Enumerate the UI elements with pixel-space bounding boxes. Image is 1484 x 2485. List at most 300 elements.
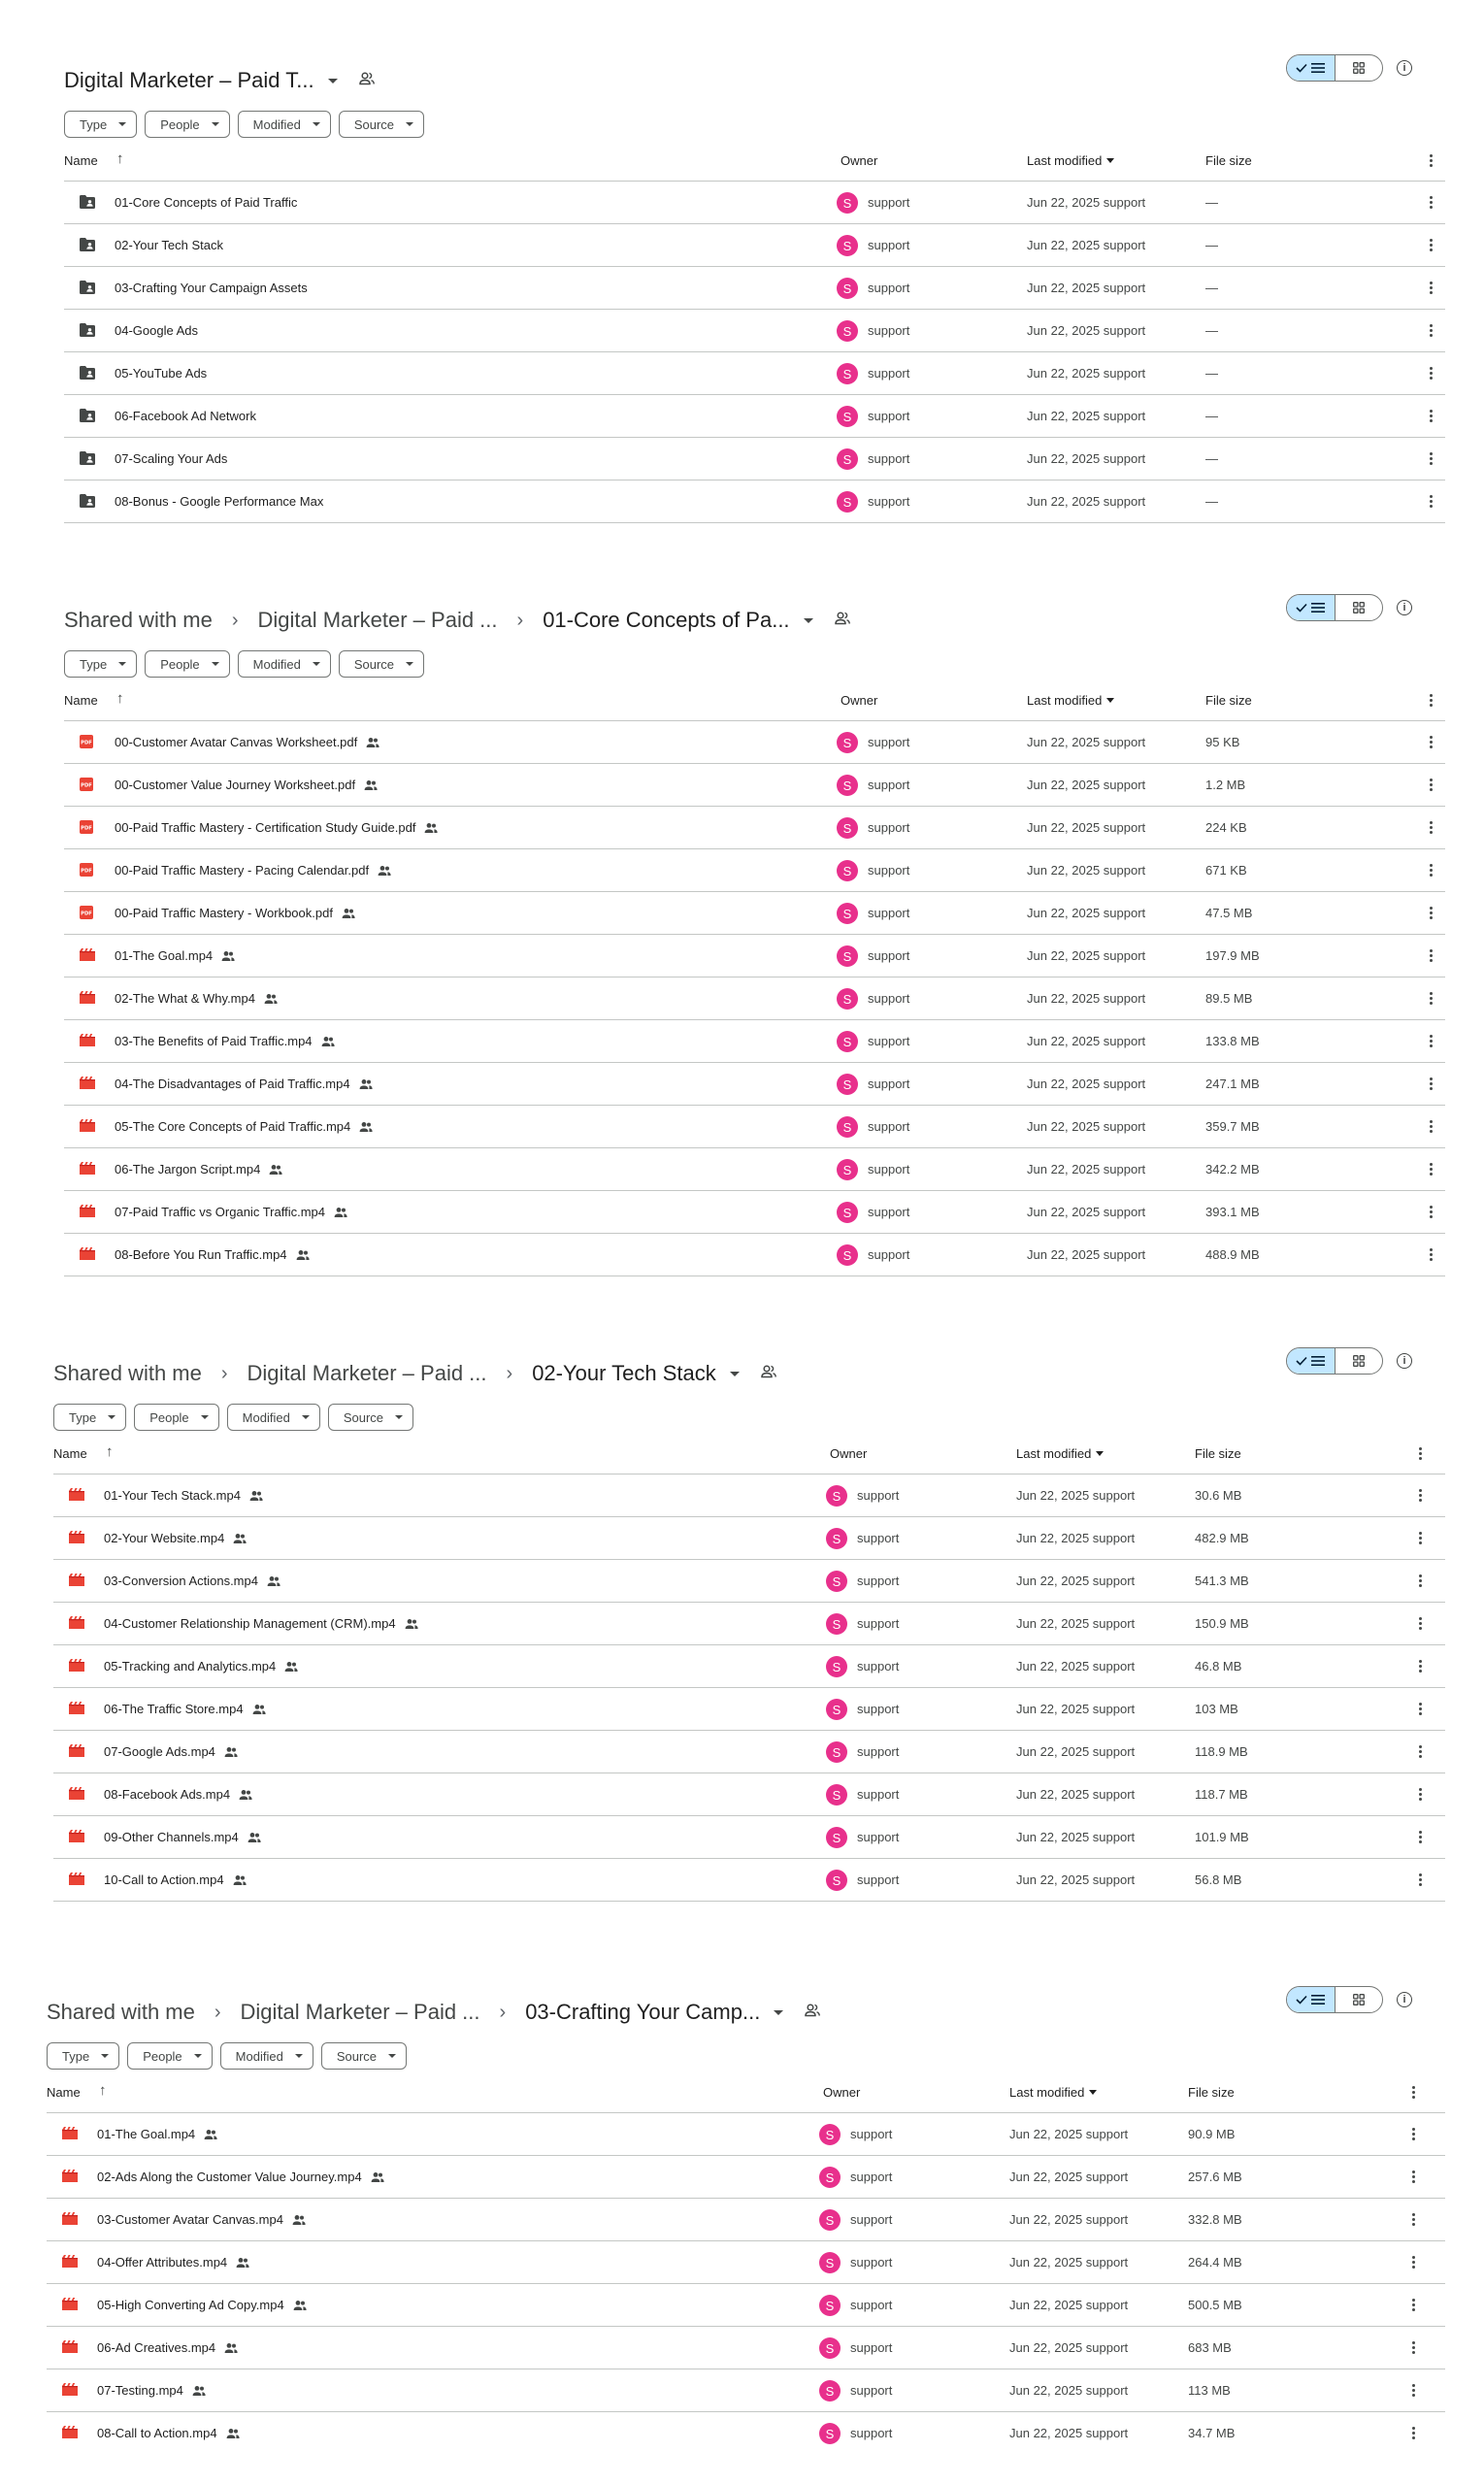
filter-chip-people[interactable] — [145, 111, 229, 138]
panel-header — [64, 594, 1445, 648]
folder-menu-caret-icon[interactable] — [328, 79, 338, 83]
file-name[interactable] — [115, 323, 198, 338]
column-file-size[interactable]: File size — [1188, 2085, 1235, 2100]
file-row[interactable] — [53, 1517, 1445, 1560]
check-icon — [1296, 63, 1307, 73]
file-row[interactable] — [64, 310, 1445, 352]
file-name[interactable] — [104, 1574, 280, 1588]
file-row[interactable] — [64, 1191, 1445, 1234]
more-actions-icon[interactable] — [1412, 2256, 1415, 2269]
chevron-down-icon — [101, 2054, 109, 2058]
filter-chip-type[interactable] — [53, 1404, 126, 1431]
info-icon[interactable]: i — [1397, 1353, 1412, 1369]
current-folder-title[interactable]: 02-Your Tech Stack — [532, 1361, 716, 1385]
filter-chip-people[interactable] — [127, 2042, 212, 2070]
owner-name: support — [868, 735, 910, 749]
column-name[interactable]: Name — [53, 1446, 87, 1461]
column-last-modified[interactable] — [1027, 153, 1114, 168]
file-row[interactable] — [64, 352, 1445, 395]
file-row[interactable] — [64, 1234, 1445, 1276]
chevron-down-icon — [212, 122, 219, 126]
video-file-icon — [62, 2127, 78, 2140]
current-folder-title[interactable]: 03-Crafting Your Camp... — [525, 2000, 761, 2024]
file-row[interactable] — [47, 2412, 1445, 2454]
folder-menu-caret-icon[interactable] — [804, 618, 813, 623]
folder-menu-caret-icon[interactable] — [730, 1372, 740, 1376]
file-name[interactable] — [104, 1787, 252, 1802]
file-name-text: 08-Before You Run Traffic.mp4 — [115, 1247, 287, 1262]
file-row[interactable] — [53, 1560, 1445, 1603]
current-folder-title[interactable]: 01-Core Concepts of Pa... — [543, 608, 790, 632]
chevron-right-icon: › — [516, 609, 524, 631]
folder-panel — [47, 1986, 1445, 2455]
file-row[interactable] — [47, 2369, 1445, 2412]
file-name-text: 07-Google Ads.mp4 — [104, 1744, 215, 1759]
list-view-button[interactable] — [1287, 1348, 1336, 1374]
file-name[interactable] — [97, 2212, 306, 2227]
filter-chip-label: Modified — [242, 1409, 290, 1425]
file-name[interactable] — [115, 195, 297, 210]
avatar: S — [837, 988, 858, 1010]
avatar: S — [826, 1699, 847, 1720]
more-actions-icon[interactable] — [1430, 864, 1433, 877]
column-file-size[interactable]: File size — [1205, 153, 1252, 168]
owner-name: support — [868, 366, 910, 381]
more-actions-icon[interactable] — [1430, 452, 1433, 465]
file-name[interactable] — [115, 778, 378, 792]
owner-name: support — [868, 195, 910, 210]
file-name[interactable] — [97, 2255, 249, 2270]
filter-chip-type[interactable] — [64, 111, 137, 138]
more-actions-icon[interactable] — [1412, 2384, 1415, 2397]
file-name[interactable] — [104, 1744, 238, 1759]
video-file-icon — [80, 1119, 95, 1133]
last-modified: Jun 22, 2025 support — [1016, 1659, 1136, 1673]
file-name[interactable] — [115, 820, 438, 835]
more-actions-icon[interactable] — [1419, 1532, 1422, 1544]
filter-chip-type[interactable] — [47, 2042, 119, 2070]
file-row[interactable] — [53, 1603, 1445, 1645]
view-toggle[interactable] — [1286, 1986, 1383, 2013]
column-last-modified[interactable] — [1027, 693, 1114, 708]
owner-name: support — [868, 1077, 910, 1091]
more-actions-icon[interactable] — [1430, 1120, 1433, 1133]
last-modified: Jun 22, 2025 support — [1009, 2127, 1129, 2141]
last-modified: Jun 22, 2025 support — [1016, 1744, 1136, 1759]
shared-people-icon — [267, 1575, 280, 1587]
breadcrumb-item[interactable]: Digital Marketer – Paid ... — [257, 608, 498, 632]
info-icon[interactable]: i — [1397, 1992, 1412, 2007]
more-actions-icon[interactable] — [1419, 1703, 1422, 1715]
list-view-button[interactable] — [1287, 1987, 1336, 2012]
file-row[interactable] — [64, 1106, 1445, 1148]
file-size: 488.9 MB — [1205, 1247, 1260, 1262]
owner-name: support — [850, 2383, 893, 2398]
file-name[interactable] — [97, 2426, 240, 2440]
check-icon — [1296, 1356, 1307, 1366]
view-toggle[interactable] — [1286, 54, 1383, 82]
file-row[interactable] — [53, 1731, 1445, 1773]
video-file-icon — [62, 2340, 78, 2354]
more-actions-icon[interactable] — [1430, 1163, 1433, 1176]
shared-people-icon — [284, 1661, 298, 1673]
last-modified: Jun 22, 2025 support — [1027, 366, 1146, 381]
column-owner[interactable]: Owner — [823, 2085, 861, 2100]
more-actions-icon[interactable] — [1430, 196, 1433, 209]
owner-name: support — [850, 2127, 893, 2141]
file-row[interactable] — [47, 2113, 1445, 2156]
file-name[interactable] — [115, 451, 227, 466]
file-row[interactable] — [47, 2284, 1445, 2327]
chevron-down-icon — [118, 122, 126, 126]
file-name-text: 00-Paid Traffic Mastery - Certification Study Guide.pdf — [115, 820, 416, 835]
file-size: 113 MB — [1188, 2383, 1231, 2398]
shared-people-icon — [405, 1618, 418, 1630]
last-modified: Jun 22, 2025 support — [1009, 2212, 1129, 2227]
file-name[interactable] — [104, 1702, 266, 1716]
file-name-text: 06-The Traffic Store.mp4 — [104, 1702, 244, 1716]
more-actions-icon[interactable] — [1430, 736, 1433, 748]
column-file-size[interactable]: File size — [1195, 1446, 1241, 1461]
column-owner[interactable]: Owner — [830, 1446, 868, 1461]
filter-chip-label: Source — [353, 116, 395, 132]
file-row[interactable] — [64, 1148, 1445, 1191]
file-name-text: 07-Scaling Your Ads — [115, 451, 228, 466]
sort-ascending-icon[interactable]: ↑ — [106, 1443, 114, 1460]
info-icon[interactable]: i — [1397, 60, 1412, 76]
more-actions-icon[interactable] — [1419, 1788, 1422, 1801]
breadcrumb-item[interactable]: Shared with me — [53, 1361, 202, 1385]
more-actions-icon[interactable] — [1412, 2341, 1415, 2354]
file-name[interactable] — [104, 1488, 263, 1503]
last-modified: Jun 22, 2025 support — [1027, 1162, 1146, 1176]
file-name[interactable] — [104, 1830, 261, 1844]
more-actions-icon[interactable] — [1419, 1873, 1422, 1886]
column-name[interactable]: Name — [64, 693, 98, 708]
file-row[interactable] — [64, 1063, 1445, 1106]
filter-chip-label: Source — [336, 2048, 378, 2064]
file-row[interactable] — [64, 935, 1445, 977]
more-actions-icon[interactable] — [1412, 2213, 1415, 2226]
shared-people-icon — [293, 2300, 307, 2311]
more-actions-icon[interactable] — [1419, 1660, 1422, 1673]
shared-people-icon — [224, 2342, 238, 2354]
file-name[interactable] — [115, 366, 207, 381]
file-row[interactable] — [64, 438, 1445, 480]
file-row[interactable] — [64, 807, 1445, 849]
grid-view-button[interactable] — [1336, 55, 1383, 81]
file-name[interactable] — [115, 1119, 373, 1134]
sort-ascending-icon[interactable]: ↑ — [116, 690, 124, 707]
more-actions-icon[interactable] — [1419, 1489, 1422, 1502]
filter-chip-type[interactable] — [64, 650, 137, 678]
file-name[interactable] — [115, 494, 323, 509]
list-view-button[interactable] — [1287, 55, 1336, 81]
column-owner[interactable]: Owner — [841, 693, 878, 708]
file-size: 30.6 MB — [1195, 1488, 1242, 1503]
file-row[interactable] — [64, 395, 1445, 438]
file-name-text: 03-Crafting Your Campaign Assets — [115, 281, 308, 295]
owner-name: support — [868, 1247, 910, 1262]
folder-shared-icon — [80, 323, 95, 337]
grid-view-button[interactable] — [1336, 595, 1383, 620]
more-actions-icon[interactable] — [1412, 2299, 1415, 2311]
svg-text:PDF: PDF — [81, 868, 92, 875]
breadcrumb — [47, 2000, 822, 2025]
shared-people-icon — [371, 2171, 384, 2183]
file-size: 247.1 MB — [1205, 1077, 1260, 1091]
shared-people-icon — [233, 1874, 247, 1886]
chevron-down-icon — [201, 1415, 209, 1419]
breadcrumb — [64, 68, 377, 93]
sort-caret-icon — [1106, 698, 1114, 703]
shared-people-icon — [236, 2257, 249, 2269]
chevron-down-icon — [313, 122, 320, 126]
file-name[interactable] — [104, 1659, 298, 1673]
column-name[interactable]: Name — [64, 153, 98, 168]
more-actions-icon[interactable] — [1419, 1745, 1422, 1758]
file-name[interactable] — [97, 2298, 307, 2312]
more-actions-icon[interactable] — [1430, 495, 1433, 508]
file-name[interactable] — [115, 238, 223, 252]
current-folder-title[interactable]: Digital Marketer – Paid T... — [64, 68, 314, 92]
file-name[interactable] — [104, 1616, 418, 1631]
file-row[interactable] — [64, 892, 1445, 935]
list-icon — [1311, 1995, 1325, 2005]
file-name[interactable] — [115, 1077, 373, 1091]
folder-menu-caret-icon[interactable] — [774, 2010, 783, 2015]
more-actions-icon[interactable] — [1412, 2170, 1415, 2183]
file-size: — — [1205, 409, 1218, 423]
video-file-icon — [80, 991, 95, 1005]
more-actions-icon[interactable] — [1412, 2128, 1415, 2140]
file-row[interactable] — [64, 764, 1445, 807]
file-row[interactable] — [64, 224, 1445, 267]
file-size: 103 MB — [1195, 1702, 1238, 1716]
shared-people-icon — [269, 1164, 282, 1176]
video-file-icon — [80, 1205, 95, 1218]
shared-people-icon — [224, 1746, 238, 1758]
owner-name: support — [857, 1616, 900, 1631]
list-icon — [1311, 63, 1325, 73]
file-name[interactable] — [115, 991, 278, 1006]
sort-caret-icon — [1089, 2090, 1097, 2095]
last-modified: Jun 22, 2025 support — [1027, 948, 1146, 963]
list-view-button[interactable] — [1287, 595, 1336, 620]
file-name-text: 05-Tracking and Analytics.mp4 — [104, 1659, 277, 1673]
file-size: 500.5 MB — [1188, 2298, 1242, 2312]
file-name[interactable] — [115, 409, 256, 423]
shared-people-icon — [233, 1533, 247, 1544]
file-name-text: 08-Bonus - Google Performance Max — [115, 494, 324, 509]
info-icon[interactable]: i — [1397, 600, 1412, 615]
more-actions-icon[interactable] — [1419, 1617, 1422, 1630]
more-actions-icon[interactable] — [1430, 324, 1433, 337]
file-size: 101.9 MB — [1195, 1830, 1249, 1844]
file-row[interactable] — [64, 977, 1445, 1020]
file-row[interactable] — [64, 182, 1445, 224]
file-row[interactable] — [53, 1859, 1445, 1902]
grid-view-button[interactable] — [1336, 1348, 1383, 1374]
shared-people-icon — [204, 2129, 217, 2140]
column-owner[interactable]: Owner — [841, 153, 878, 168]
last-modified: Jun 22, 2025 support — [1027, 195, 1146, 210]
owner-name: support — [868, 1034, 910, 1048]
column-header-row — [64, 681, 1445, 721]
file-name[interactable] — [97, 2170, 384, 2184]
filter-chip-modified[interactable] — [238, 650, 331, 678]
file-name[interactable] — [115, 1247, 310, 1262]
filter-chip-source[interactable] — [339, 650, 424, 678]
file-row[interactable] — [47, 2241, 1445, 2284]
folder-panel — [64, 54, 1445, 523]
more-actions-icon[interactable] — [1430, 907, 1433, 919]
more-actions-icon[interactable] — [1430, 779, 1433, 791]
more-actions-icon[interactable] — [1430, 992, 1433, 1005]
filter-chip-source[interactable] — [328, 1404, 413, 1431]
file-name[interactable] — [97, 2383, 206, 2398]
more-actions-icon[interactable] — [1430, 239, 1433, 251]
file-row[interactable] — [53, 1474, 1445, 1517]
chevron-down-icon — [118, 662, 126, 666]
pdf-file-icon — [80, 820, 95, 834]
file-row[interactable] — [64, 480, 1445, 523]
sort-ascending-icon[interactable]: ↑ — [116, 150, 124, 167]
last-modified: Jun 22, 2025 support — [1027, 1205, 1146, 1219]
file-row[interactable] — [47, 2327, 1445, 2369]
avatar: S — [837, 278, 858, 299]
filter-chip-people[interactable] — [134, 1404, 218, 1431]
shared-people-icon — [252, 1704, 266, 1715]
panel-header — [53, 1347, 1445, 1402]
owner-name: support — [868, 863, 910, 878]
file-row[interactable] — [47, 2156, 1445, 2199]
owner-name: support — [857, 1659, 900, 1673]
shared-people-icon — [321, 1036, 335, 1047]
more-actions-icon[interactable] — [1430, 1035, 1433, 1047]
avatar: S — [837, 903, 858, 924]
last-modified: Jun 22, 2025 support — [1016, 1872, 1136, 1887]
file-name[interactable] — [115, 281, 308, 295]
filter-chip-modified[interactable] — [220, 2042, 313, 2070]
filter-chip-source[interactable] — [321, 2042, 407, 2070]
folder-panel — [64, 594, 1445, 1276]
shared-people-icon — [264, 993, 278, 1005]
file-name[interactable] — [97, 2340, 238, 2355]
sort-ascending-icon[interactable]: ↑ — [99, 2082, 107, 2099]
breadcrumb-item[interactable]: Shared with me — [64, 608, 213, 632]
more-actions-icon[interactable] — [1430, 1077, 1433, 1090]
file-name[interactable] — [104, 1531, 247, 1545]
more-actions-icon[interactable] — [1412, 2427, 1415, 2439]
video-file-icon — [69, 1574, 84, 1587]
breadcrumb-item[interactable]: Digital Marketer – Paid ... — [247, 1361, 487, 1385]
more-actions-icon[interactable] — [1430, 282, 1433, 294]
file-size: — — [1205, 238, 1218, 252]
column-name[interactable]: Name — [47, 2085, 81, 2100]
file-size: 89.5 MB — [1205, 991, 1253, 1006]
more-actions-icon[interactable] — [1430, 1248, 1433, 1261]
file-name[interactable] — [115, 863, 391, 878]
breadcrumb-item[interactable]: Shared with me — [47, 2000, 195, 2024]
file-row[interactable] — [53, 1773, 1445, 1816]
file-row[interactable] — [64, 267, 1445, 310]
file-row[interactable] — [47, 2199, 1445, 2241]
filter-chip-people[interactable] — [145, 650, 229, 678]
more-actions-icon[interactable] — [1430, 694, 1433, 707]
more-actions-icon[interactable] — [1430, 410, 1433, 422]
filter-chip-source[interactable] — [339, 111, 424, 138]
file-name[interactable] — [104, 1872, 247, 1887]
file-row[interactable] — [64, 849, 1445, 892]
file-name[interactable] — [97, 2127, 217, 2141]
more-actions-icon[interactable] — [1430, 367, 1433, 380]
more-actions-icon[interactable] — [1419, 1447, 1422, 1460]
file-name-text: 03-The Benefits of Paid Traffic.mp4 — [115, 1034, 313, 1048]
last-modified: Jun 22, 2025 support — [1009, 2170, 1129, 2184]
file-size: — — [1205, 451, 1218, 466]
filter-chip-label: People — [149, 1409, 189, 1425]
more-actions-icon[interactable] — [1419, 1831, 1422, 1843]
panel-header — [47, 1986, 1445, 2040]
file-name-text: 07-Testing.mp4 — [97, 2383, 183, 2398]
file-row[interactable] — [64, 1020, 1445, 1063]
more-actions-icon[interactable] — [1430, 1206, 1433, 1218]
grid-view-button[interactable] — [1336, 1987, 1383, 2012]
file-name-text: 08-Facebook Ads.mp4 — [104, 1787, 231, 1802]
file-name-text: 02-Your Tech Stack — [115, 238, 224, 252]
column-file-size[interactable]: File size — [1205, 693, 1252, 708]
file-name[interactable] — [115, 906, 355, 920]
last-modified: Jun 22, 2025 support — [1027, 863, 1146, 878]
filter-chip-modified[interactable] — [238, 111, 331, 138]
more-actions-icon[interactable] — [1430, 821, 1433, 834]
file-name-text: 06-Ad Creatives.mp4 — [97, 2340, 216, 2355]
file-name-text: 03-Conversion Actions.mp4 — [104, 1574, 258, 1588]
column-last-modified[interactable] — [1009, 2085, 1097, 2100]
file-row[interactable] — [53, 1645, 1445, 1688]
column-last-modified[interactable] — [1016, 1446, 1104, 1461]
file-row[interactable] — [64, 721, 1445, 764]
file-name-text: 02-Ads Along the Customer Value Journey.mp4 — [97, 2170, 362, 2184]
avatar: S — [826, 1613, 847, 1635]
view-toggle[interactable] — [1286, 1347, 1383, 1375]
owner-name: support — [868, 778, 910, 792]
file-name[interactable] — [115, 1034, 335, 1048]
more-actions-icon[interactable] — [1430, 154, 1433, 167]
more-actions-icon[interactable] — [1412, 2086, 1415, 2099]
avatar: S — [826, 1656, 847, 1677]
view-toggle[interactable] — [1286, 594, 1383, 621]
file-size: 541.3 MB — [1195, 1574, 1249, 1588]
file-name[interactable] — [115, 735, 379, 749]
owner-name: support — [868, 1162, 910, 1176]
breadcrumb-item[interactable]: Digital Marketer – Paid ... — [240, 2000, 480, 2024]
folder-shared-icon — [80, 451, 95, 465]
more-actions-icon[interactable] — [1430, 949, 1433, 962]
filter-chip-modified[interactable] — [227, 1404, 320, 1431]
last-modified: Jun 22, 2025 support — [1027, 778, 1146, 792]
more-actions-icon[interactable] — [1419, 1574, 1422, 1587]
file-size: 34.7 MB — [1188, 2426, 1236, 2440]
file-name[interactable] — [115, 1205, 347, 1219]
file-name[interactable] — [115, 1162, 282, 1176]
file-row[interactable] — [53, 1688, 1445, 1731]
file-row[interactable] — [53, 1816, 1445, 1859]
file-name[interactable] — [115, 948, 235, 963]
chevron-right-icon: › — [499, 2001, 507, 2023]
chevron-down-icon — [194, 2054, 202, 2058]
